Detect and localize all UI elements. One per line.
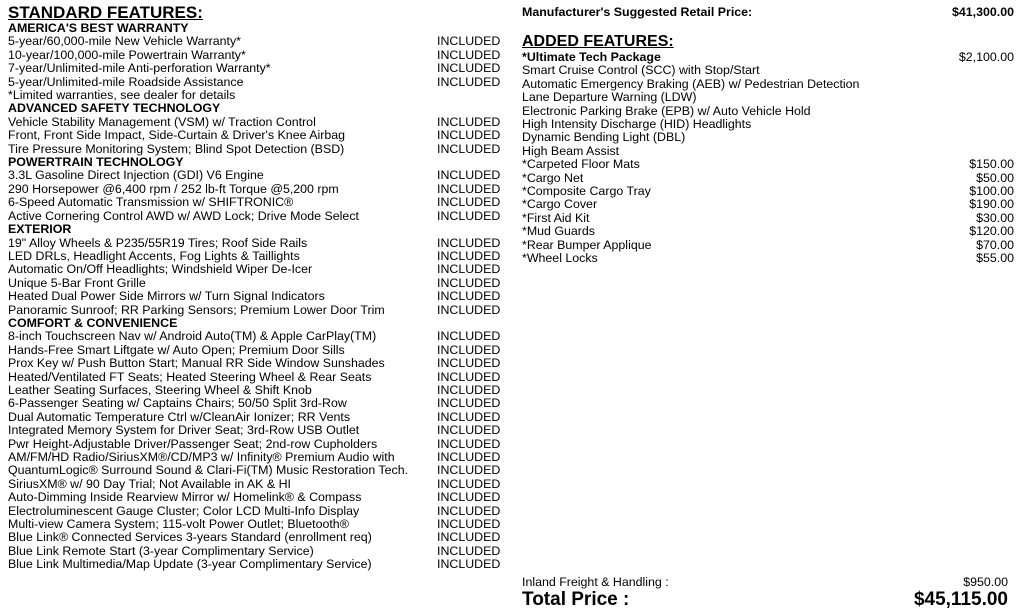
included-label: INCLUDED — [437, 436, 501, 451]
feature-row — [8, 357, 503, 370]
package-item: Smart Cruise Control (SCC) with Stop/Start — [522, 63, 760, 78]
included-label: INCLUDED — [437, 181, 501, 196]
feature-text: Prox Key w/ Push Button Start; Manual RR Side Window Sunshades — [8, 357, 385, 371]
included-label: INCLUDED — [437, 47, 501, 62]
included-label: INCLUDED — [437, 195, 501, 210]
feature-row — [8, 183, 503, 196]
included-label: INCLUDED — [437, 329, 501, 344]
included-label: INCLUDED — [437, 463, 501, 478]
section-heading: ADVANCED SAFETY TECHNOLOGY — [8, 101, 221, 116]
included-label: INCLUDED — [437, 557, 501, 572]
feature-text: 3.3L Gasoline Direct Injection (GDI) V6 Engine — [8, 169, 264, 183]
msrp-label: Manufacturer's Suggested Retail Price: — [522, 5, 753, 19]
feature-row — [8, 478, 503, 491]
option-price: $70.00 — [976, 237, 1014, 252]
section-heading: AMERICA'S BEST WARRANTY — [8, 21, 189, 35]
included-label: INCLUDED — [437, 530, 501, 545]
feature-text: Pwr Height-Adjustable Driver/Passenger Seat; 2nd-row Cupholders — [8, 437, 378, 451]
feature-row — [8, 531, 503, 544]
included-label: INCLUDED — [437, 369, 501, 384]
feature-text: Dual Automatic Temperature Ctrl w/CleanAir Ionizer; RR Vents — [8, 410, 351, 424]
warranty-note: *Limited warranties, see dealer for details — [8, 88, 236, 103]
feature-row — [8, 143, 503, 156]
included-label: INCLUDED — [437, 382, 501, 397]
msrp-row — [522, 4, 1014, 20]
freight-value: $950.00 — [963, 575, 1008, 589]
feature-text: 8-inch Touchscreen Nav w/ Android Auto(TM) & Apple CarPlay(TM) — [8, 330, 377, 344]
package-row — [522, 51, 1014, 64]
feature-text: Hands-Free Smart Liftgate w/ Auto Open; Premium Door Sills — [8, 343, 345, 357]
option-name: *Composite Cargo Tray — [522, 184, 651, 199]
feature-row — [8, 49, 503, 62]
standard-features-list — [8, 22, 503, 572]
feature-row — [8, 505, 503, 518]
feature-row — [8, 237, 503, 250]
total-label: Total Price : — [522, 589, 630, 610]
feature-row — [8, 116, 503, 129]
feature-text: Blue Link® Connected Services 3-years Standard (enrollment req) — [8, 531, 372, 545]
feature-row — [8, 371, 503, 384]
added-features-title: ADDED FEATURES: — [522, 33, 674, 50]
included-label: INCLUDED — [437, 396, 501, 411]
option-price: $100.00 — [969, 184, 1014, 199]
included-label: INCLUDED — [437, 208, 501, 223]
freight-row — [522, 575, 1008, 589]
option-row — [522, 185, 1014, 198]
feature-text: Blue Link Multimedia/Map Update (3-year Complimentary Service) — [8, 558, 372, 572]
option-name: *Carpeted Floor Mats — [522, 157, 640, 172]
feature-text: Heated Dual Power Side Mirrors w/ Turn Signal Indicators — [8, 290, 325, 304]
feature-text: Leather Seating Surfaces, Steering Wheel & Shift Knob — [8, 383, 312, 397]
feature-row — [8, 330, 503, 343]
included-label: INCLUDED — [437, 409, 501, 424]
included-label: INCLUDED — [437, 490, 501, 505]
feature-row — [8, 210, 503, 223]
feature-row — [8, 424, 503, 437]
feature-text: Heated/Ventilated FT Seats; Heated Steering Wheel & Rear Seats — [8, 370, 372, 384]
included-label: INCLUDED — [437, 543, 501, 558]
section-heading: EXTERIOR — [8, 222, 72, 237]
feature-row — [8, 304, 503, 317]
feature-row — [8, 451, 503, 464]
option-price: $55.00 — [976, 251, 1014, 266]
pricing-column — [522, 4, 1014, 266]
option-name: *Mud Guards — [522, 224, 596, 239]
total-value: $45,115.00 — [913, 589, 1008, 610]
option-row — [522, 225, 1014, 238]
included-label: INCLUDED — [437, 356, 501, 371]
feature-row — [8, 344, 503, 357]
feature-text: Panoramic Sunroof; RR Parking Sensors; Premium Lower Door Trim — [8, 303, 385, 317]
option-row — [522, 158, 1014, 171]
included-label: INCLUDED — [437, 114, 501, 129]
included-label: INCLUDED — [437, 248, 501, 263]
total-row — [522, 589, 1008, 611]
feature-text: 5-year/60,000-mile New Vehicle Warranty* — [8, 35, 241, 49]
option-list — [522, 158, 1014, 265]
feature-row — [8, 196, 503, 209]
package-item: Automatic Emergency Braking (AEB) w/ Pedestrian Detection — [522, 76, 860, 91]
option-row — [522, 172, 1014, 185]
included-label: INCLUDED — [437, 302, 501, 317]
feature-row — [8, 438, 503, 451]
feature-text: Multi-view Camera System; 115-volt Power Outlet; Bluetooth® — [8, 518, 349, 532]
feature-row — [8, 250, 503, 263]
feature-text: SiriusXM® w/ 90 Day Trial; Not Available in AK & HI — [8, 477, 291, 491]
option-price: $50.00 — [976, 170, 1014, 185]
feature-row — [8, 411, 503, 424]
feature-row — [8, 129, 503, 142]
package-item: High Beam Assist — [522, 143, 620, 158]
included-label: INCLUDED — [437, 235, 501, 250]
package-name: *Ultimate Tech Package — [522, 50, 661, 64]
feature-row — [8, 35, 503, 48]
feature-text: Blue Link Remote Start (3-year Complimentary Service) — [8, 544, 314, 558]
option-row — [522, 198, 1014, 211]
feature-text: Front, Front Side Impact, Side-Curtain & Driver's Knee Airbag — [8, 129, 346, 143]
option-price: $190.00 — [969, 197, 1014, 212]
included-label: INCLUDED — [437, 74, 501, 89]
feature-row — [8, 169, 503, 182]
feature-text: Active Cornering Control AWD w/ AWD Lock; Drive Mode Select — [8, 209, 359, 223]
included-label: INCLUDED — [437, 275, 501, 290]
package-item: High Intensity Discharge (HID) Headlights — [522, 117, 752, 132]
option-row — [522, 239, 1014, 252]
included-label: INCLUDED — [437, 503, 501, 518]
option-row — [522, 252, 1014, 265]
feature-text: Electroluminescent Gauge Cluster; Color LCD Multi-Info Display — [8, 504, 360, 518]
feature-row — [8, 384, 503, 397]
included-label: INCLUDED — [437, 34, 501, 49]
feature-row — [8, 263, 503, 276]
standard-features-column — [8, 4, 503, 572]
feature-text: 6-Passenger Seating w/ Captains Chairs; 50/50 Split 3rd-Row — [8, 397, 347, 411]
feature-text: 7-year/Unlimited-mile Anti-perforation Warranty* — [8, 62, 271, 76]
feature-text: 19" Alloy Wheels & P235/55R19 Tires; Roof Side Rails — [8, 236, 308, 250]
feature-text: 6-Speed Automatic Transmission w/ SHIFTRONIC® — [8, 196, 294, 210]
feature-text: Auto-Dimming Inside Rearview Mirror w/ Homelink® & Compass — [8, 491, 362, 505]
standard-features-title: STANDARD FEATURES: — [8, 3, 203, 22]
package-item: Electronic Parking Brake (EPB) w/ Auto Vehicle Hold — [522, 103, 811, 118]
feature-text: AM/FM/HD Radio/SiriusXM®/CD/MP3 w/ Infinity® Premium Audio with — [8, 451, 395, 464]
included-label: INCLUDED — [437, 450, 501, 464]
option-name: *Cargo Cover — [522, 197, 598, 212]
feature-text: Automatic On/Off Headlights; Windshield Wiper De-Icer — [8, 263, 313, 277]
included-label: INCLUDED — [437, 141, 501, 156]
feature-text: Tire Pressure Monitoring System; Blind Spot Detection (BSD) — [8, 142, 345, 156]
feature-text: Integrated Memory System for Driver Seat; 3rd-Row USB Outlet — [8, 424, 360, 438]
feature-row — [8, 545, 503, 558]
feature-text: 290 Horsepower @6,400 rpm / 252 lb-ft Torque @5,200 rpm — [8, 182, 339, 196]
feature-row — [8, 558, 503, 571]
package-item: Dynamic Bending Light (DBL) — [522, 130, 686, 145]
feature-row — [8, 277, 503, 290]
package-price: $2,100.00 — [958, 50, 1014, 64]
price-summary — [522, 575, 1008, 611]
feature-row — [8, 76, 503, 89]
option-name: *Rear Bumper Applique — [522, 237, 652, 252]
option-row — [522, 212, 1014, 225]
option-price: $30.00 — [976, 210, 1014, 225]
section-heading: POWERTRAIN TECHNOLOGY — [8, 155, 184, 170]
package-item: Lane Departure Warning (LDW) — [522, 90, 697, 105]
included-label: INCLUDED — [437, 423, 501, 438]
included-label: INCLUDED — [437, 476, 501, 491]
feature-text: Vehicle Stability Management (VSM) w/ Traction Control — [8, 115, 316, 129]
option-name: *Cargo Net — [522, 170, 584, 185]
included-label: INCLUDED — [437, 342, 501, 357]
included-label: INCLUDED — [437, 168, 501, 183]
feature-text: Unique 5-Bar Front Grille — [8, 276, 146, 290]
included-label: INCLUDED — [437, 128, 501, 143]
option-name: *Wheel Locks — [522, 251, 598, 266]
section-heading: COMFORT & CONVENIENCE — [8, 315, 178, 330]
included-label: INCLUDED — [437, 61, 501, 76]
feature-text: 5-year/Unlimited-mile Roadside Assistance — [8, 75, 244, 89]
feature-row — [8, 397, 503, 410]
feature-row — [8, 290, 503, 303]
included-label: INCLUDED — [437, 517, 501, 532]
included-label: INCLUDED — [437, 289, 501, 304]
feature-row — [8, 464, 503, 477]
msrp-value: $41,300.00 — [951, 5, 1014, 19]
option-price: $120.00 — [969, 224, 1014, 239]
feature-text: LED DRLs, Headlight Accents, Fog Lights & Taillights — [8, 249, 300, 263]
option-price: $150.00 — [969, 157, 1014, 172]
feature-row — [8, 491, 503, 504]
feature-row — [8, 62, 503, 75]
feature-text: QuantumLogic® Surround Sound & Clari-Fi(TM) Music Restoration Tech. — [8, 464, 409, 478]
feature-row — [8, 518, 503, 531]
package-items — [522, 64, 1014, 158]
freight-label: Inland Freight & Handling : — [522, 575, 669, 589]
option-name: *First Aid Kit — [522, 210, 590, 225]
included-label: INCLUDED — [437, 262, 501, 277]
feature-text: 10-year/100,000-mile Powertrain Warranty* — [8, 48, 246, 62]
